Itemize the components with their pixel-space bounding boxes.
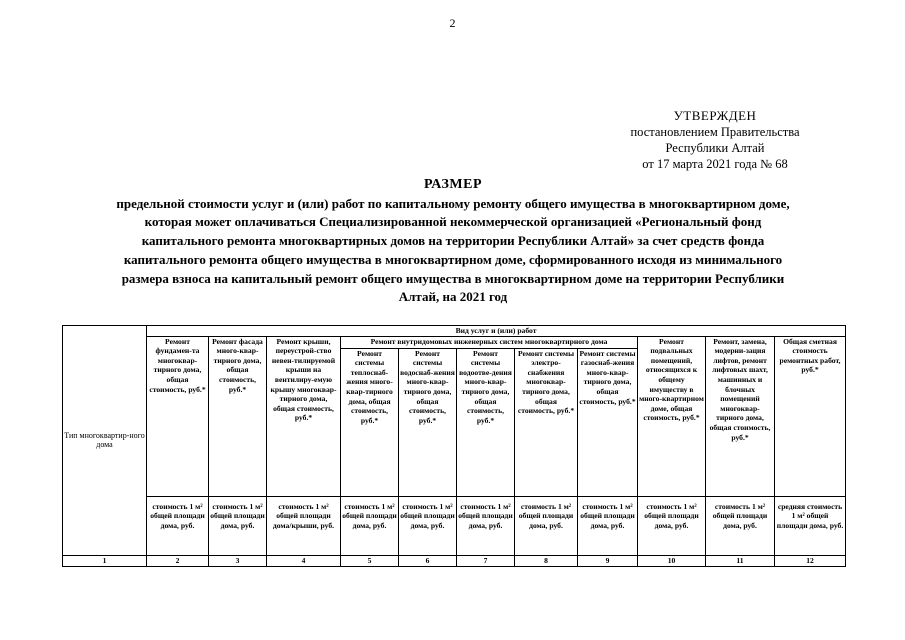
approval-line: постановлением Правительства (630, 125, 800, 139)
column-number: 9 (578, 555, 638, 566)
unit-cell: средняя стоимость 1 м² общей площади дома, руб. (775, 496, 846, 555)
col-header-roof: Ремонт крыши, переустрой-ство невен-тилируемой крыши на вентилиру-емую крышу многоквар-тирного дома, общая стоимость, руб.* (267, 336, 341, 496)
document-title (48, 176, 858, 307)
column-number: 3 (209, 555, 267, 566)
column-number: 5 (341, 555, 399, 566)
col-header-drainage: Ремонт системы водоотве-дения много-квар-тирного дома, общая стоимость, руб.* (457, 348, 515, 496)
unit-cell: стоимость 1 м² общей площади дома, руб. (147, 496, 209, 555)
engineering-header: Ремонт внутридомовых инженерных систем многоквартирного дома (341, 336, 638, 348)
unit-cell: стоимость 1 м² общей площади дома, руб. (515, 496, 578, 555)
approval-line: от 17 марта 2021 года № 68 (642, 157, 788, 171)
column-number: 8 (515, 555, 578, 566)
approval-heading: УТВЕРЖДЕН (673, 108, 757, 123)
title-line: капитального ремонта многоквартирных домов на территории Республики Алтай» за счет средств фонда (141, 233, 765, 249)
title-line: предельной стоимости услуг и (или) работ по капитальному ремонту общего имущества в многоквартирном доме, (116, 195, 790, 211)
unit-cell: стоимость 1 м² общей площади дома, руб. (457, 496, 515, 555)
page-number: 2 (449, 16, 456, 30)
column-number: 6 (399, 555, 457, 566)
col-header-gas: Ремонт системы газоснаб-жения много-квар-тирного дома, общая стоимость, руб.* (578, 348, 638, 496)
title-line: Алтай, на 2021 год (398, 289, 508, 305)
col-header-basement: Ремонт подвальных помещений, относящихся к общему имуществу в много-квартирном доме, общая стоимость, руб.* (638, 336, 706, 496)
col-header-foundation: Ремонт фундамен-та многоквар-тирного дома, общая стоимость, руб.* (147, 336, 209, 496)
column-number: 2 (147, 555, 209, 566)
column-number: 12 (775, 555, 846, 566)
column-number: 11 (706, 555, 775, 566)
title-line: размера взноса на капитальный ремонт общего имущества в многоквартирном доме на территории Республики (121, 270, 785, 286)
unit-cell: стоимость 1 м² общей площади дома, руб. (341, 496, 399, 555)
type-header: Тип многоквартир-ного дома (63, 326, 147, 556)
column-number: 10 (638, 555, 706, 566)
col-header-elevators: Ремонт, замена, модерни-зация лифтов, ремонт лифтовых шахт, машинных и блочных помещений многоквар-тирного дома, общая стоимость, руб.* (706, 336, 775, 496)
approval-line: Республики Алтай (665, 141, 765, 155)
unit-cell: стоимость 1 м² общей площади дома, руб. (399, 496, 457, 555)
col-header-facade: Ремонт фасада много-квар-тирного дома, общая стоимость, руб.* (209, 336, 267, 496)
unit-cell: стоимость 1 м² общей площади дома, руб. (638, 496, 706, 555)
col-header-total: Общая сметная стоимость ремонтных работ, руб.* (775, 336, 846, 496)
title-line: которая может оплачиваться Специализированной некоммерческой организацией «Региональный фонд (144, 214, 762, 230)
col-header-heating: Ремонт системы теплоснаб-жения много-квар-тирного дома, общая стоимость, руб.* (341, 348, 399, 496)
column-number: 1 (63, 555, 147, 566)
column-number: 7 (457, 555, 515, 566)
col-header-electricity: Ремонт системы электро-снабжения многоквар-тирного дома, общая стоимость, руб.* (515, 348, 578, 496)
unit-cell: стоимость 1 м² общей площади дома, руб. (209, 496, 267, 555)
approval-block (590, 108, 840, 172)
group-header: Вид услуг и (или) работ (147, 326, 846, 337)
unit-cell: стоимость 1 м² общей площади дома, руб. (706, 496, 775, 555)
col-header-water-supply: Ремонт системы водоснаб-жения много-квар-тирного дома, общая стоимость, руб.* (399, 348, 457, 496)
unit-cell: стоимость 1 м² общей площади дома/крыши, руб. (267, 496, 341, 555)
cost-table (62, 325, 846, 567)
unit-cell: стоимость 1 м² общей площади дома, руб. (578, 496, 638, 555)
title-line: капитального ремонта общего имущества в многоквартирном доме, сформированного исходя из минимального (123, 251, 783, 267)
column-number: 4 (267, 555, 341, 566)
title-main: РАЗМЕР (423, 177, 482, 192)
